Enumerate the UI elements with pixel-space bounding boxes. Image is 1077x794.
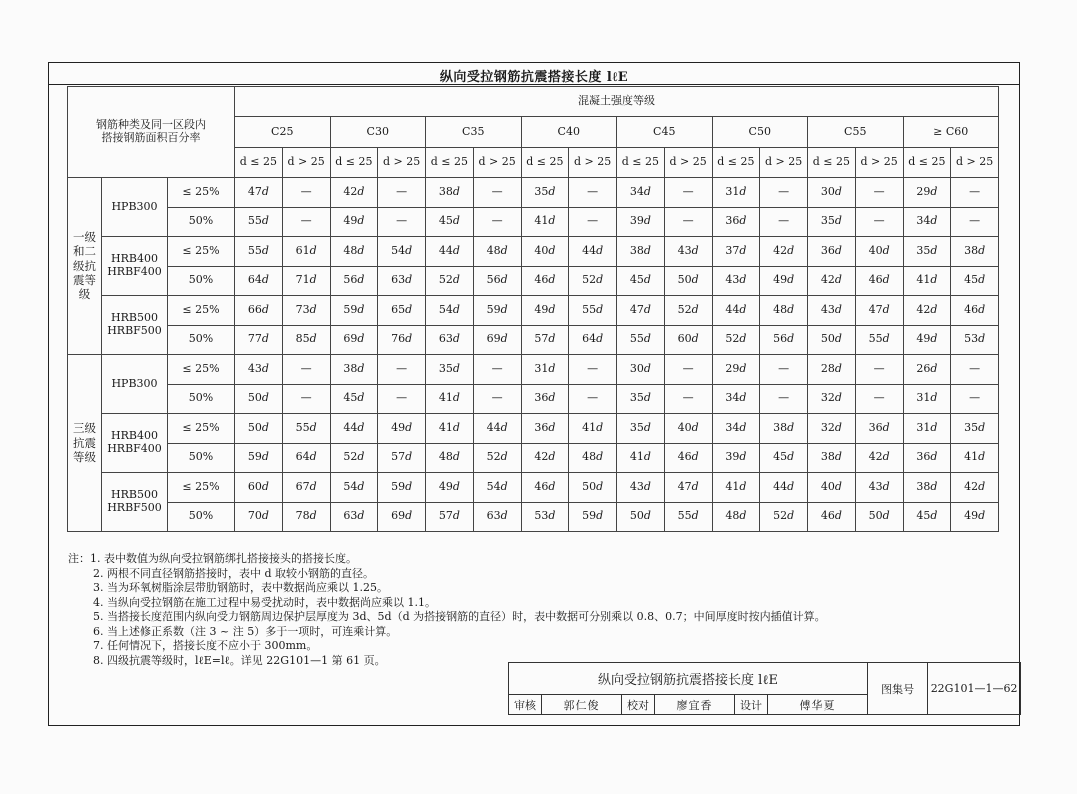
percentage-cell: 50% (168, 325, 235, 355)
lap-length-value: 57d (378, 443, 426, 473)
lap-length-value: 69d (473, 325, 521, 355)
lap-length-value: 49d (951, 502, 999, 532)
lap-length-value: 59d (378, 473, 426, 503)
lap-length-value: 76d (378, 325, 426, 355)
lap-length-value: 40d (808, 473, 856, 503)
lap-length-value: 67d (282, 473, 330, 503)
lap-length-value: 41d (569, 414, 617, 444)
titleblock-title: 纵向受拉钢筋抗震搭接长度 lℓE (509, 663, 868, 695)
seismic-grade-label: 三级 抗震 等级 (73, 421, 96, 465)
lap-length-value: 48d (569, 443, 617, 473)
diameter-subheader: d ≤ 25 (521, 148, 569, 178)
lap-length-value: — (664, 178, 712, 208)
lap-length-value: 36d (521, 414, 569, 444)
grade-header-1: C30 (330, 117, 426, 148)
lap-length-value: 46d (521, 266, 569, 296)
lap-length-value: 46d (808, 502, 856, 532)
lap-length-value: 53d (521, 502, 569, 532)
diameter-subheader: d > 25 (951, 148, 999, 178)
lap-length-value: 44d (760, 473, 808, 503)
lap-length-value: 41d (712, 473, 760, 503)
lap-length-value: 69d (378, 502, 426, 532)
lap-length-value: 36d (855, 414, 903, 444)
table-title: 纵向受拉钢筋抗震搭接长度 lℓE (439, 70, 629, 85)
lap-length-value: 42d (903, 296, 951, 326)
percentage-cell: 50% (168, 384, 235, 414)
diameter-subheader: d > 25 (664, 148, 712, 178)
steel-type-cell: HRB400 HRBF400 (102, 237, 168, 296)
lap-length-value: 40d (855, 237, 903, 267)
lap-length-value: — (855, 178, 903, 208)
lap-length-value: 45d (760, 443, 808, 473)
lap-length-value: 47d (855, 296, 903, 326)
note-line: 3. 当为环氧树脂涂层带肋钢筋时，表中数据尚应乘以 1.25。 (93, 581, 388, 594)
lap-length-value: 44d (330, 414, 378, 444)
lap-length-value: 44d (712, 296, 760, 326)
atlas-number: 22G101—1—62 (928, 663, 1021, 715)
lap-length-value: 42d (855, 443, 903, 473)
lap-length-value: — (855, 207, 903, 237)
lap-length-value: 49d (521, 296, 569, 326)
lap-length-value: 52d (426, 266, 474, 296)
lap-length-value: 34d (712, 384, 760, 414)
grade-header-6: C55 (808, 117, 904, 148)
lap-length-value: 60d (664, 325, 712, 355)
lap-length-value: 31d (903, 384, 951, 414)
diameter-subheader: d > 25 (473, 148, 521, 178)
lap-length-value: — (569, 355, 617, 385)
lap-length-value: 50d (235, 384, 283, 414)
lap-length-value: — (282, 384, 330, 414)
table-row (68, 384, 999, 414)
lap-length-value: 49d (760, 266, 808, 296)
table-row (68, 473, 999, 503)
lap-length-value: 49d (330, 207, 378, 237)
lap-length-value: — (473, 355, 521, 385)
lap-length-value: 49d (903, 325, 951, 355)
percentage-cell: ≤ 25% (168, 296, 235, 326)
lap-length-value: 36d (808, 237, 856, 267)
lap-length-value: 47d (235, 178, 283, 208)
percentage-cell: ≤ 25% (168, 414, 235, 444)
lap-length-value: 46d (855, 266, 903, 296)
lap-length-value: 39d (712, 443, 760, 473)
diameter-subheader: d ≤ 25 (712, 148, 760, 178)
lap-length-value: 78d (282, 502, 330, 532)
lap-length-value: 41d (521, 207, 569, 237)
grade-header-4: C45 (617, 117, 713, 148)
lap-length-value: — (664, 355, 712, 385)
lap-length-value: — (760, 384, 808, 414)
lap-length-value: — (664, 384, 712, 414)
lap-length-value: 55d (617, 325, 665, 355)
corner-header (68, 87, 235, 178)
lap-length-value: — (473, 207, 521, 237)
lap-length-value: 35d (903, 237, 951, 267)
lap-length-value: 43d (712, 266, 760, 296)
lap-length-value: 55d (235, 207, 283, 237)
lap-length-value: 31d (521, 355, 569, 385)
lap-length-value: — (569, 384, 617, 414)
lap-length-value: 73d (282, 296, 330, 326)
table-row (68, 414, 999, 444)
lap-length-value: 44d (426, 237, 474, 267)
lap-length-value: 48d (473, 237, 521, 267)
lap-length-value: 38d (903, 473, 951, 503)
lap-length-value: 59d (330, 296, 378, 326)
lap-length-value: — (378, 178, 426, 208)
percentage-cell: 50% (168, 266, 235, 296)
lap-length-value: — (951, 207, 999, 237)
lap-length-value: 52d (569, 266, 617, 296)
lap-length-value: 45d (951, 266, 999, 296)
lap-length-value: 38d (760, 414, 808, 444)
lap-length-value: 28d (808, 355, 856, 385)
note-line: 6. 当上述修正系数（注 3 ~ 注 5）多于一项时，可连乘计算。 (93, 624, 398, 638)
lap-length-value: 42d (951, 473, 999, 503)
lap-length-value: 36d (521, 384, 569, 414)
lap-length-value: — (760, 355, 808, 385)
diameter-subheader: d > 25 (569, 148, 617, 178)
check-signature: 廖宜香 (655, 695, 735, 715)
seismic-grade-cell (68, 355, 102, 532)
lap-length-value: 42d (330, 178, 378, 208)
table-row (68, 178, 999, 208)
lap-length-value: 45d (617, 266, 665, 296)
lap-length-value: 48d (426, 443, 474, 473)
table-row (68, 266, 999, 296)
lap-length-value: — (473, 384, 521, 414)
diameter-subheader: d ≤ 25 (235, 148, 283, 178)
percentage-cell: ≤ 25% (168, 178, 235, 208)
lap-length-value: 31d (903, 414, 951, 444)
lap-length-value: 36d (903, 443, 951, 473)
lap-length-value: 47d (664, 473, 712, 503)
review-label: 审核 (509, 695, 542, 715)
lap-length-value: — (378, 355, 426, 385)
lap-length-value: 52d (330, 443, 378, 473)
lap-length-value: 43d (808, 296, 856, 326)
title-block (508, 662, 1021, 715)
lap-length-value: 77d (235, 325, 283, 355)
lap-length-value: 36d (712, 207, 760, 237)
diameter-subheader: d ≤ 25 (330, 148, 378, 178)
lap-length-value: 52d (712, 325, 760, 355)
corner-line-1: 钢筋种类及同一区段内 (96, 118, 206, 132)
lap-length-value: 41d (951, 443, 999, 473)
lap-length-value: 64d (235, 266, 283, 296)
lap-length-value: — (569, 207, 617, 237)
lap-length-value: 42d (760, 237, 808, 267)
table-row (68, 502, 999, 532)
lap-length-value: — (378, 384, 426, 414)
lap-length-value: — (282, 355, 330, 385)
diameter-subheader: d ≤ 25 (903, 148, 951, 178)
lap-length-value: 30d (808, 178, 856, 208)
lap-length-value: 55d (855, 325, 903, 355)
lap-length-value: 41d (903, 266, 951, 296)
lap-length-value: 55d (569, 296, 617, 326)
lap-length-value: 47d (617, 296, 665, 326)
lap-length-value: — (951, 355, 999, 385)
lap-length-value: 57d (521, 325, 569, 355)
lap-length-value: 38d (330, 355, 378, 385)
table-row (68, 443, 999, 473)
percentage-cell: ≤ 25% (168, 473, 235, 503)
lap-length-value: 32d (808, 414, 856, 444)
lap-length-value: 64d (282, 443, 330, 473)
diameter-subheader: d ≤ 25 (808, 148, 856, 178)
lap-length-value: 71d (282, 266, 330, 296)
lap-length-value: 34d (903, 207, 951, 237)
lap-length-value: 70d (235, 502, 283, 532)
lap-length-value: 52d (760, 502, 808, 532)
percentage-cell: 50% (168, 502, 235, 532)
percentage-cell: ≤ 25% (168, 355, 235, 385)
lap-length-value: — (664, 207, 712, 237)
lap-length-value: — (951, 178, 999, 208)
lap-length-value: 41d (426, 414, 474, 444)
lap-length-value: 54d (426, 296, 474, 326)
steel-type-cell: HRB400 HRBF400 (102, 414, 168, 473)
note-line: 4. 当纵向受拉钢筋在施工过程中易受扰动时，表中数据尚应乘以 1.1。 (93, 595, 436, 609)
design-signature: 傅华夏 (768, 695, 868, 715)
lap-length-value: 52d (473, 443, 521, 473)
lap-length-value: 34d (712, 414, 760, 444)
table-row (68, 355, 999, 385)
lap-length-value: 64d (569, 325, 617, 355)
lap-length-value: 45d (426, 207, 474, 237)
lap-length-value: 35d (617, 384, 665, 414)
table-row (68, 325, 999, 355)
lap-length-value: 45d (330, 384, 378, 414)
lap-length-value: 63d (330, 502, 378, 532)
lap-length-value: — (473, 178, 521, 208)
diameter-subheader: d > 25 (760, 148, 808, 178)
corner-line-2: 搭接钢筋面积百分率 (101, 131, 201, 144)
lap-length-value: 35d (951, 414, 999, 444)
lap-length-value: 34d (617, 178, 665, 208)
seismic-grade-cell (68, 178, 102, 355)
note-line: 注：1. 表中数值为纵向受拉钢筋绑扎搭接接头的搭接长度。 (68, 552, 357, 565)
lap-length-value: 45d (903, 502, 951, 532)
design-label: 设计 (735, 695, 768, 715)
lap-length-value: 35d (521, 178, 569, 208)
lap-length-value: 53d (951, 325, 999, 355)
lap-length-value: 29d (712, 355, 760, 385)
grade-header-3: C40 (521, 117, 617, 148)
lap-length-value: 42d (808, 266, 856, 296)
lap-length-value: 59d (235, 443, 283, 473)
lap-length-value: 43d (235, 355, 283, 385)
percentage-cell: 50% (168, 207, 235, 237)
note-line: 2. 两根不同直径钢筋搭接时，表中 d 取较小钢筋的直径。 (93, 566, 375, 580)
lap-length-value: 37d (712, 237, 760, 267)
title-divider (48, 84, 1020, 85)
diameter-subheader: d > 25 (855, 148, 903, 178)
steel-type-cell: HPB300 (102, 178, 168, 237)
lap-length-value: — (378, 207, 426, 237)
notes-block (68, 552, 826, 668)
diameter-subheader: d > 25 (378, 148, 426, 178)
lap-length-value: 49d (426, 473, 474, 503)
lap-length-value: 55d (282, 414, 330, 444)
diameter-subheader: d ≤ 25 (426, 148, 474, 178)
grade-header-2: C35 (426, 117, 522, 148)
grade-header-0: C25 (235, 117, 331, 148)
lap-length-value: 41d (426, 384, 474, 414)
lap-length-value: 26d (903, 355, 951, 385)
diameter-subheader: d ≤ 25 (617, 148, 665, 178)
lap-length-value: 65d (378, 296, 426, 326)
lap-length-table (67, 86, 999, 532)
lap-length-value: 50d (664, 266, 712, 296)
lap-length-value: 38d (426, 178, 474, 208)
lap-length-value: 38d (951, 237, 999, 267)
grade-header-7: ≥ C60 (903, 117, 999, 148)
review-signature: 郭仁俊 (542, 695, 622, 715)
lap-length-value: 50d (808, 325, 856, 355)
note-line: 5. 当搭接长度范围内纵向受力钢筋周边保护层厚度为 3d、5d（d 为搭接钢筋的直径）时，表中数据可分别乘以 0.8、0.7；中间厚度时按内插值计算。 (93, 610, 826, 623)
lap-length-value: — (855, 384, 903, 414)
lap-length-value: 38d (808, 443, 856, 473)
lap-length-value: 54d (378, 237, 426, 267)
lap-length-value: 61d (282, 237, 330, 267)
lap-length-value: 57d (426, 502, 474, 532)
lap-length-value: 63d (378, 266, 426, 296)
lap-length-value: — (282, 178, 330, 208)
lap-length-value: 40d (521, 237, 569, 267)
steel-type-cell: HRB500 HRBF500 (102, 296, 168, 355)
lap-length-value: 43d (664, 237, 712, 267)
lap-length-value: 63d (473, 502, 521, 532)
lap-length-value: 48d (330, 237, 378, 267)
steel-type-cell: HRB500 HRBF500 (102, 473, 168, 532)
lap-length-value: 59d (569, 502, 617, 532)
seismic-grade-label: 一级 和二 级抗 震等 级 (73, 229, 96, 302)
lap-length-value: — (760, 207, 808, 237)
lap-length-value: 46d (664, 443, 712, 473)
lap-length-value: 52d (664, 296, 712, 326)
steel-type-cell: HPB300 (102, 355, 168, 414)
lap-length-value: — (282, 207, 330, 237)
atlas-label: 图集号 (868, 663, 928, 715)
lap-length-value: 48d (712, 502, 760, 532)
table-row (68, 296, 999, 326)
lap-length-value: 31d (712, 178, 760, 208)
table-row (68, 207, 999, 237)
lap-length-value: — (760, 178, 808, 208)
note-line: 8. 四级抗震等级时，lℓE=lℓ。详见 22G101—1 第 61 页。 (93, 653, 386, 667)
lap-length-value: 29d (903, 178, 951, 208)
lap-length-value: 85d (282, 325, 330, 355)
lap-length-value: 50d (855, 502, 903, 532)
lap-length-value: 35d (426, 355, 474, 385)
concrete-grade-header: 混凝土强度等级 (235, 87, 999, 117)
lap-length-value: 50d (617, 502, 665, 532)
lap-length-value: 49d (378, 414, 426, 444)
lap-length-value: 69d (330, 325, 378, 355)
lap-length-value: 43d (855, 473, 903, 503)
note-line: 7. 任何情况下，搭接长度不应小于 300mm。 (93, 639, 318, 652)
lap-length-value: 39d (617, 207, 665, 237)
lap-length-value: 46d (951, 296, 999, 326)
percentage-cell: ≤ 25% (168, 237, 235, 267)
lap-length-value: 48d (760, 296, 808, 326)
table-row (68, 237, 999, 267)
lap-length-value: 54d (473, 473, 521, 503)
lap-length-value: 42d (521, 443, 569, 473)
lap-length-value: 32d (808, 384, 856, 414)
lap-length-value: 50d (569, 473, 617, 503)
lap-length-value: 35d (808, 207, 856, 237)
lap-length-value: 50d (235, 414, 283, 444)
lap-length-value: 56d (330, 266, 378, 296)
lap-length-value: 35d (617, 414, 665, 444)
lap-length-value: 30d (617, 355, 665, 385)
lap-length-value: 56d (473, 266, 521, 296)
check-label: 校对 (622, 695, 655, 715)
lap-length-value: — (569, 178, 617, 208)
lap-length-value: 60d (235, 473, 283, 503)
diameter-subheader: d > 25 (282, 148, 330, 178)
grade-header-5: C50 (712, 117, 808, 148)
lap-length-value: 66d (235, 296, 283, 326)
lap-length-value: 54d (330, 473, 378, 503)
lap-length-value: 63d (426, 325, 474, 355)
lap-length-value: 40d (664, 414, 712, 444)
lap-length-value: 41d (617, 443, 665, 473)
percentage-cell: 50% (168, 443, 235, 473)
lap-length-value: 43d (617, 473, 665, 503)
lap-length-value: 55d (235, 237, 283, 267)
lap-length-value: — (951, 384, 999, 414)
lap-length-value: 56d (760, 325, 808, 355)
lap-length-value: — (855, 355, 903, 385)
lap-length-value: 44d (569, 237, 617, 267)
lap-length-value: 38d (617, 237, 665, 267)
lap-length-value: 59d (473, 296, 521, 326)
lap-length-value: 55d (664, 502, 712, 532)
lap-length-value: 46d (521, 473, 569, 503)
lap-length-value: 44d (473, 414, 521, 444)
